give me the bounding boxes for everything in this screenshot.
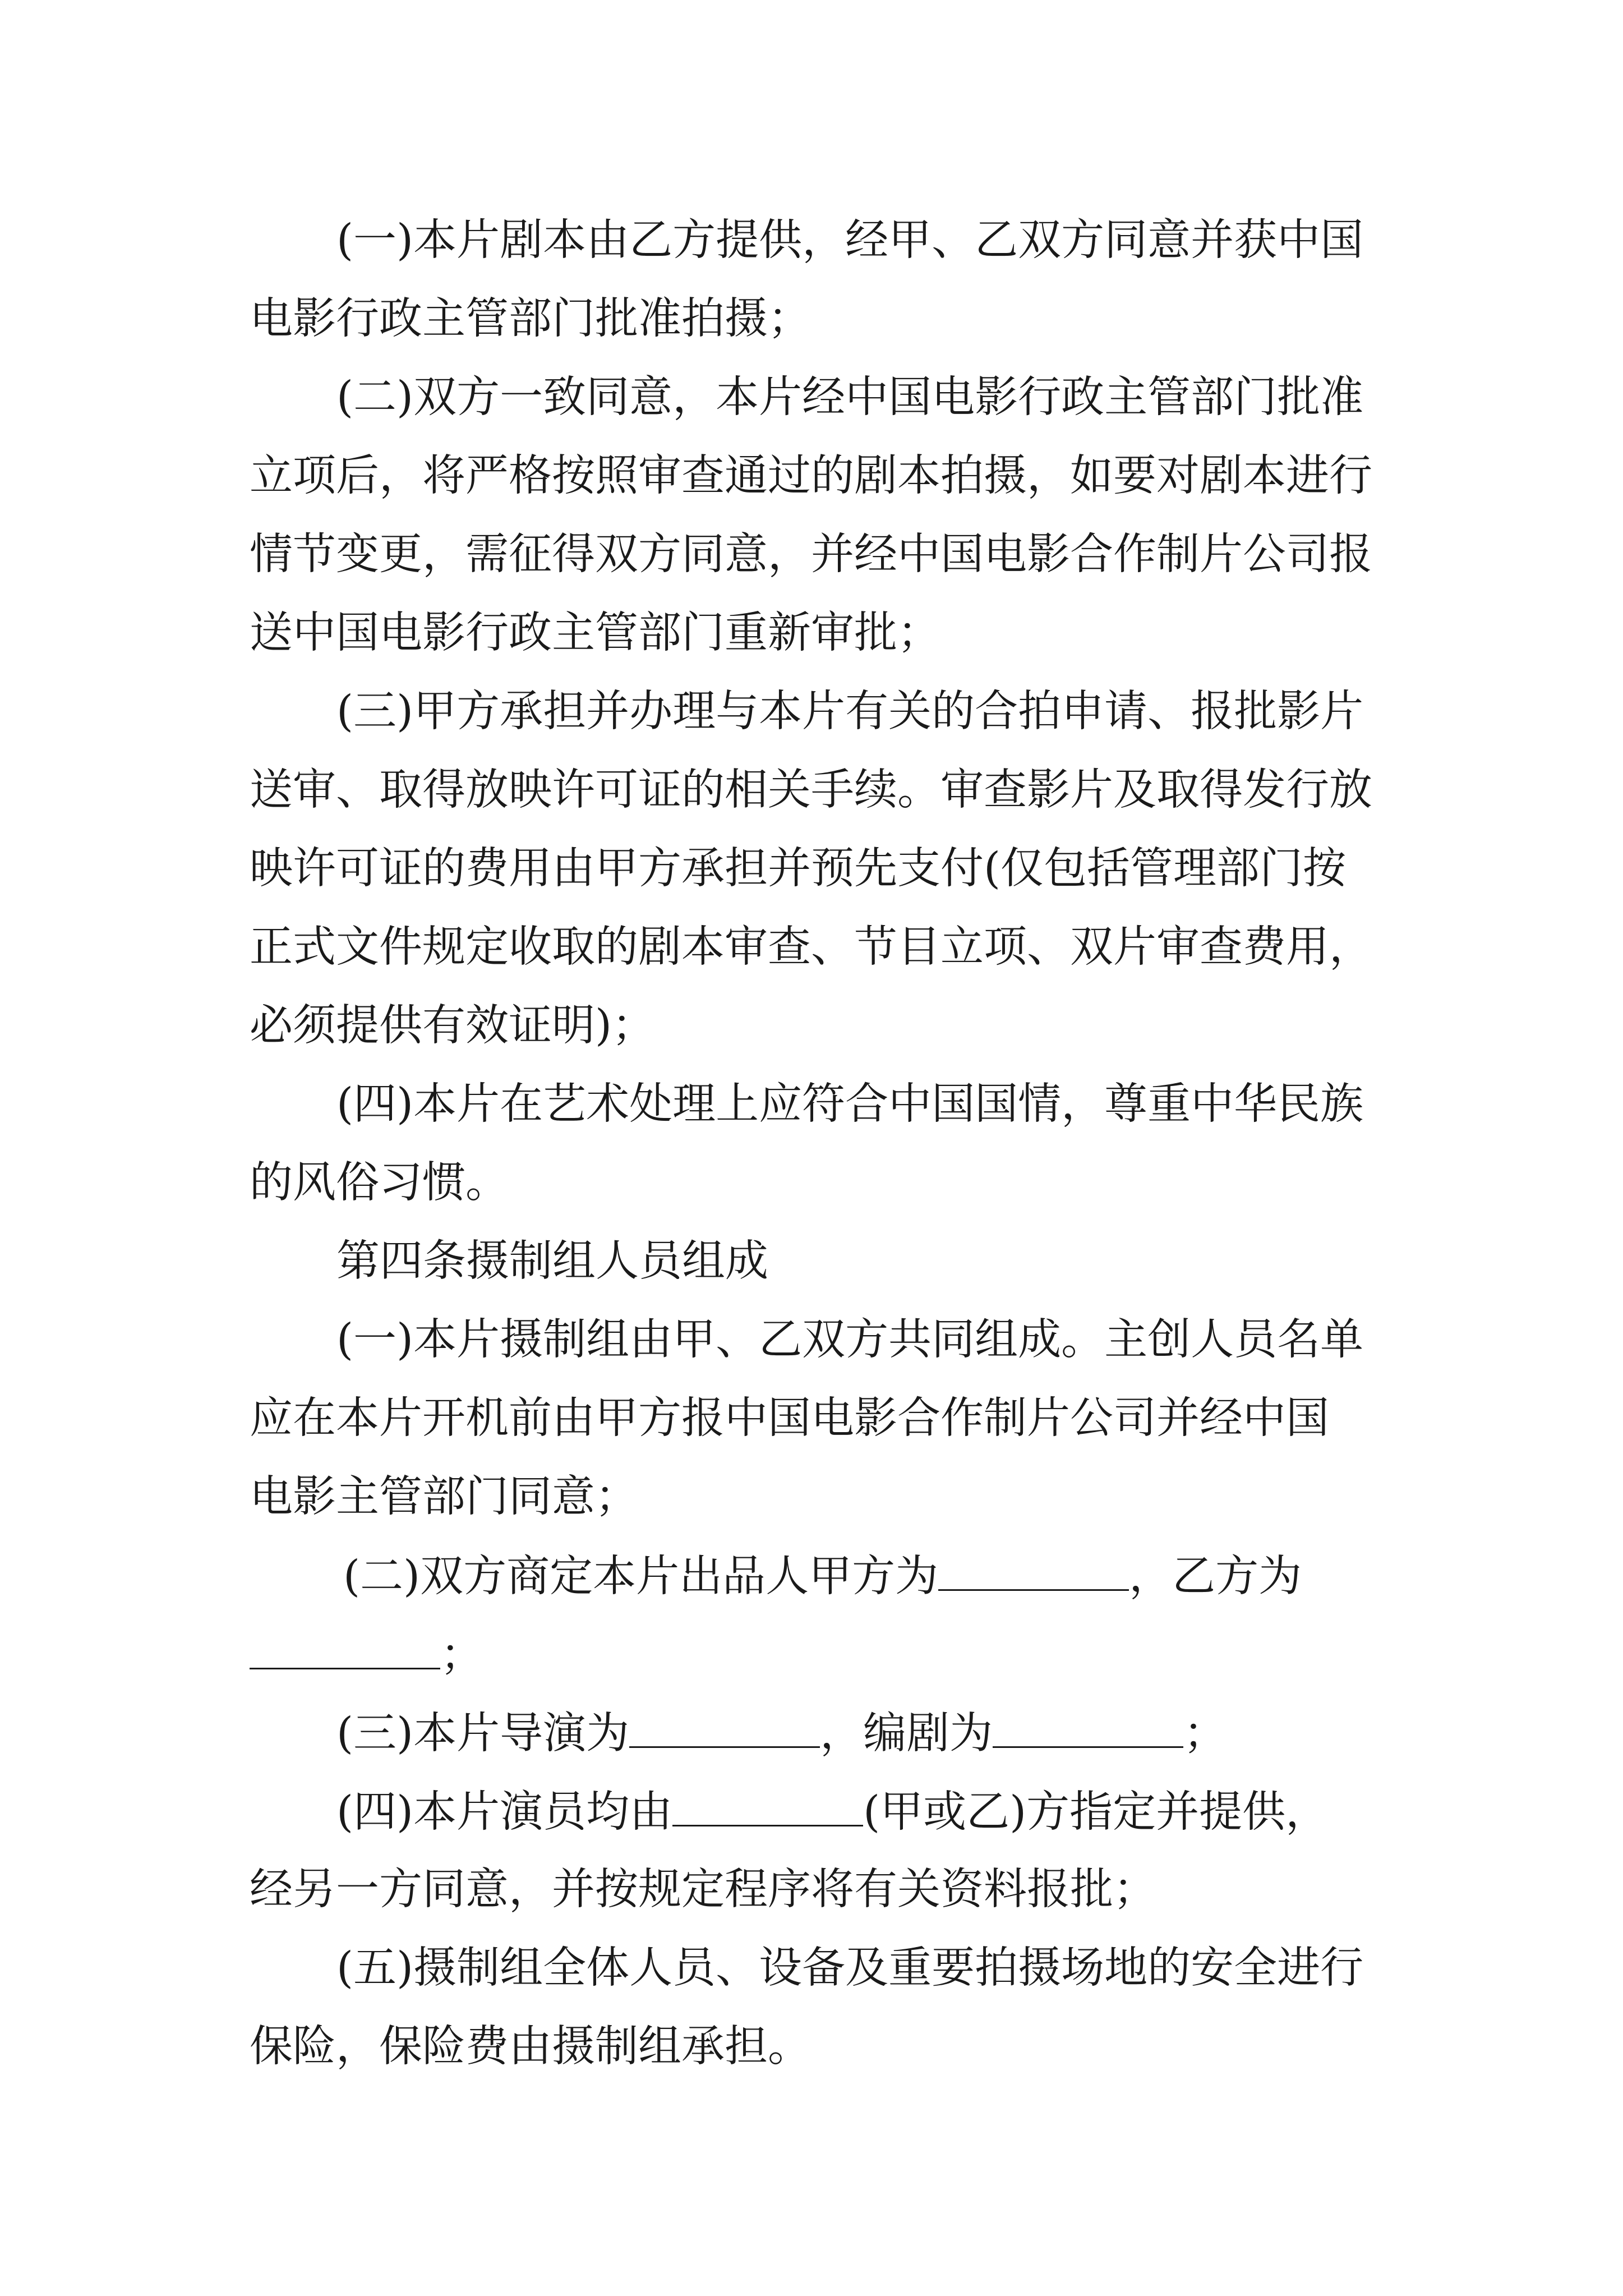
clause-3-1-line-2 xyxy=(250,294,811,344)
clause-4-4-line-1 xyxy=(336,1787,1329,1838)
blank-screenwriter xyxy=(993,1711,1183,1748)
text: 送中国电影行政主管部门重新审批； xyxy=(250,608,940,658)
text: 映许可证的费用由甲方承担并预先支付(仅包括管理部门按 xyxy=(250,844,1347,894)
text: 送审、取得放映许可证的相关手续。审查影片及取得发行放 xyxy=(250,765,1372,815)
clause-4-2-line-1 xyxy=(343,1552,1302,1602)
blank-actor-provider xyxy=(672,1789,863,1826)
text: ，乙方为 xyxy=(1129,1552,1302,1602)
blank-producer-party-b xyxy=(250,1632,440,1669)
clause-3-4-line-1 xyxy=(336,1079,1364,1129)
clause-4-4-line-2 xyxy=(250,1865,1156,1915)
clause-3-3-line-5 xyxy=(250,1001,656,1051)
clause-3-3-line-2 xyxy=(250,765,1372,815)
text: 必须提供有效证明)； xyxy=(250,1001,656,1051)
text: (四)本片在艺术处理上应符合中国国情，尊重中华民族 xyxy=(336,1079,1364,1129)
text: 电影行政主管部门批准拍摄； xyxy=(250,294,811,344)
text: 保险，保险费由摄制组承担。 xyxy=(250,2022,811,2072)
text: (二)双方一致同意，本片经中国电影行政主管部门批准 xyxy=(336,372,1364,422)
text: 的风俗习惯。 xyxy=(250,1158,509,1208)
text: 立项后，将严格按照审查通过的剧本拍摄，如要对剧本进行 xyxy=(250,451,1372,501)
clause-4-2-line-2 xyxy=(250,1630,483,1681)
text: 电影主管部门同意； xyxy=(250,1472,638,1522)
text: ，编剧为 xyxy=(820,1709,993,1759)
text: (三)甲方承担并办理与本片有关的合拍申请、报批影片 xyxy=(336,687,1364,737)
clause-3-3-line-3 xyxy=(250,844,1347,894)
text: (二)双方商定本片出品人甲方为 xyxy=(343,1552,939,1602)
clause-4-1-line-3 xyxy=(250,1472,638,1522)
text: (甲或乙)方指定并提供， xyxy=(863,1787,1329,1838)
clause-3-3-line-4 xyxy=(250,922,1372,972)
text: 情节变更，需征得双方同意，并经中国电影合作制片公司报 xyxy=(250,530,1372,579)
clause-4-5-line-2 xyxy=(250,2022,811,2072)
text: (五)摄制组全体人员、设备及重要拍摄场地的安全进行 xyxy=(336,1943,1364,1993)
text: (一)本片摄制组由甲、乙双方共同组成。主创人员名单 xyxy=(336,1315,1364,1365)
clause-3-2-line-2 xyxy=(250,451,1372,501)
clause-4-1-line-1 xyxy=(336,1315,1364,1365)
clause-3-2-line-1 xyxy=(336,372,1364,422)
text: (三)本片导演为 xyxy=(336,1709,630,1759)
text: ； xyxy=(1183,1709,1227,1759)
text: 应在本片开机前由甲方报中国电影合作制片公司并经中国 xyxy=(250,1393,1329,1443)
clause-3-4-line-2 xyxy=(250,1158,509,1208)
clause-3-2-line-4 xyxy=(250,608,940,658)
text: 经另一方同意，并按规定程序将有关资料报批； xyxy=(250,1865,1156,1915)
blank-director xyxy=(629,1711,820,1748)
clause-4-1-line-2 xyxy=(250,1393,1329,1443)
text: 正式文件规定收取的剧本审查、节目立项、双片审查费用， xyxy=(250,922,1372,972)
clause-4-5-line-1 xyxy=(336,1943,1364,1993)
clause-3-3-line-1 xyxy=(336,687,1364,737)
article-4-heading xyxy=(336,1236,768,1286)
clause-4-3-line-1 xyxy=(336,1709,1227,1759)
text: 第四条摄制组人员组成 xyxy=(336,1236,768,1286)
clause-3-2-line-3 xyxy=(250,530,1372,579)
clause-3-1-line-1 xyxy=(336,215,1364,265)
text: ； xyxy=(440,1630,483,1681)
text: (四)本片演员均由 xyxy=(336,1787,673,1838)
text: (一)本片剧本由乙方提供，经甲、乙双方同意并获中国 xyxy=(336,215,1364,265)
blank-producer-party-a xyxy=(938,1554,1129,1591)
